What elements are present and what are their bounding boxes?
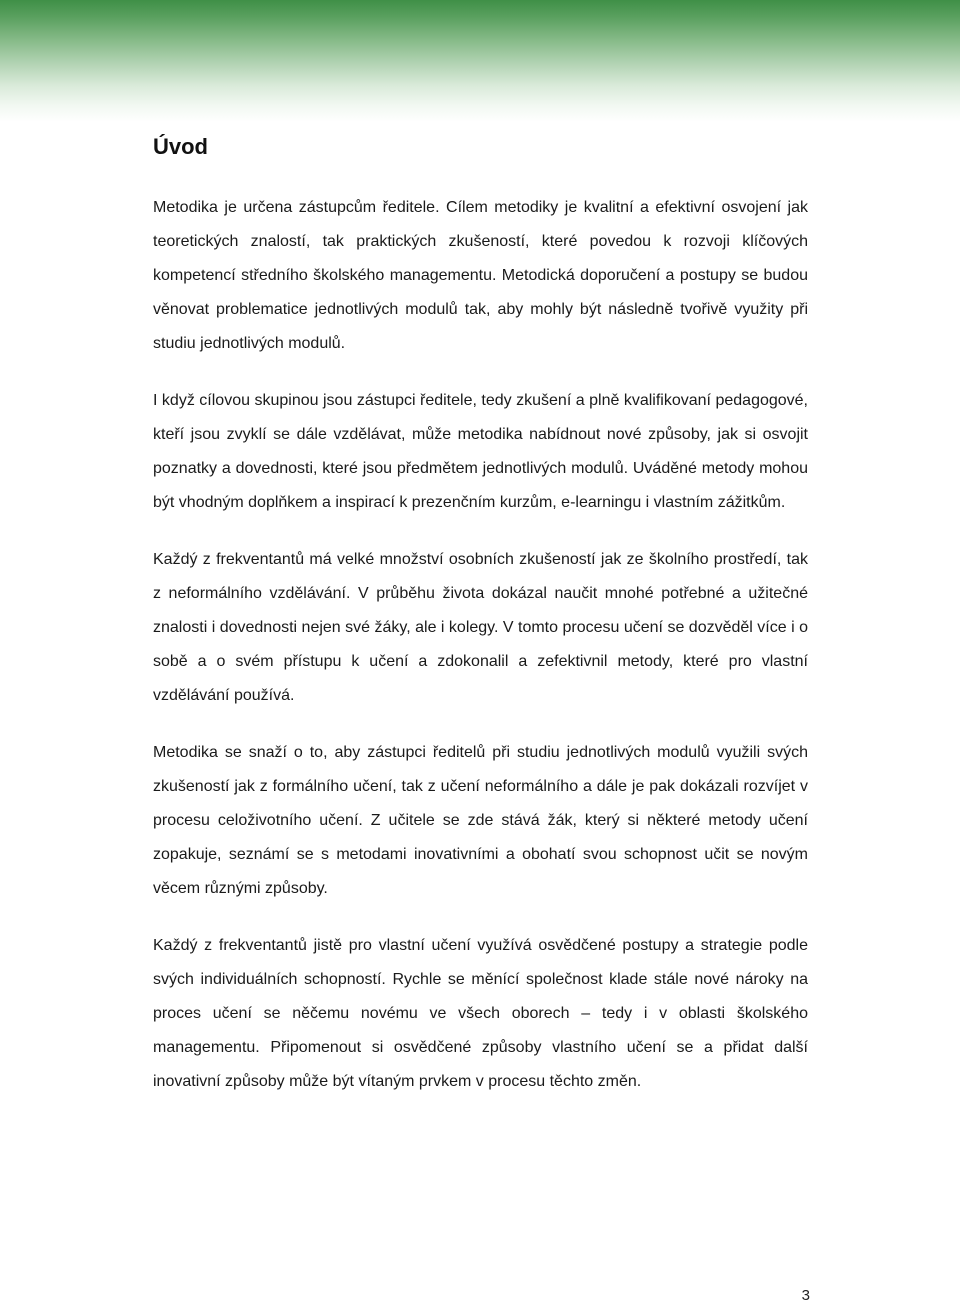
page-number: 3	[801, 1287, 810, 1304]
paragraph-3: Každý z frekventantů má velké množství osobních zkušeností jak ze školního prostředí, tak z neformálního vzdělávání. V průběhu života dokázal naučit mnohé potřebné a užitečné znalosti i dovednosti nejen své žáky, ale i kolegy. V tomto procesu učení se dozvěděl více i o sobě a o svém přístupu k učení a zdokonalil a zefektivnil metody, které pro vlastní vzdělávání používá.	[153, 551, 808, 704]
paragraph-1: Metodika je určena zástupcům ředitele. Cílem metodiky je kvalitní a efektivní osvojení jak teoretických znalostí, tak praktických zkušeností, které povedou k rozvoji klíčových kompetencí středního školského managementu. Metodická doporučení a postupy se budou věnovat problematice jednotlivých modulů tak, aby mohly být následně tvořivě využity při studiu jednotlivých modulů.	[153, 199, 808, 352]
paragraph-2: I když cílovou skupinou jsou zástupci ředitele, tedy zkušení a plně kvalifikovaní pedagogové, kteří jsou zvyklí se dále vzdělávat, může metodika nabídnout nové způsoby, jak si osvojit poznatky a dovednosti, které jsou předmětem jednotlivých modulů. Uváděné metody mohou být vhodným doplňkem a inspirací k prezenčním kurzům, e-learningu i vlastním zážitkům.	[153, 392, 808, 511]
page-content	[153, 128, 808, 1122]
paragraph-4: Metodika se snaží o to, aby zástupci ředitelů při studiu jednotlivých modulů využili svých zkušeností jak z formálního učení, tak z učení neformálního a dále je pak dokázali rozvíjet v procesu celoživotního učení. Z učitele se zde stává žák, který si některé metody učení zopakuje, seznámí se s metodami inovativními a obohatí svou schopnost učit se novým věcem různými způsoby.	[153, 744, 808, 897]
page-title: Úvod	[153, 134, 208, 159]
paragraph-5: Každý z frekventantů jistě pro vlastní učení využívá osvědčené postupy a strategie podle svých individuálních schopností. Rychle se měnící společnost klade stále nové nároky na proces učení se něčemu novému ve všech oborech – tedy i v oblasti školského managementu. Připomenout si osvědčené způsoby vlastního učení se a přidat další inovativní způsoby může být vítaným prvkem v procesu těchto změn.	[153, 937, 808, 1090]
header-decoration-band	[0, 0, 960, 122]
